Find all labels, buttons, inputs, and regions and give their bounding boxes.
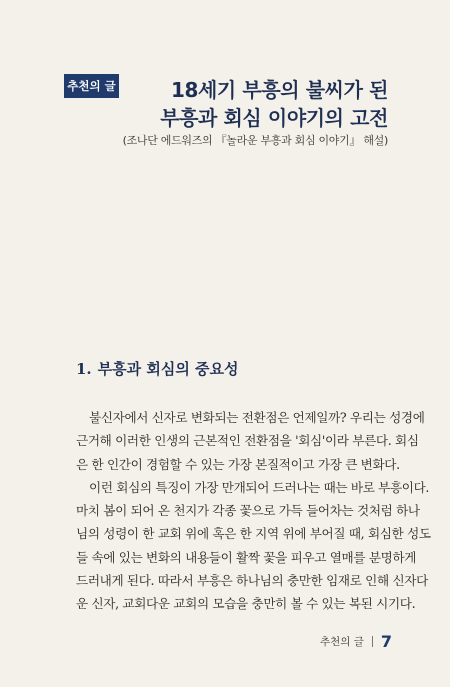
- category-badge: 추천의 글: [64, 74, 119, 98]
- body-line: 운 신자, 교회다운 교회의 모습을 충만히 볼 수 있는 복된 시기다.: [76, 596, 416, 612]
- section-heading: [76, 358, 239, 379]
- body-line: 마치 봄이 되어 온 천지가 각종 꽃으로 가득 들어차는 것처럼 하나: [76, 503, 420, 519]
- body-line: 님의 성령이 한 교회 위에 혹은 한 지역 위에 부어질 때, 회심한 성도: [76, 526, 431, 542]
- body-line: 불신자에서 신자로 변화되는 전환점은 언제일까? 우리는 성경에: [89, 410, 425, 425]
- body-paragraphs: [76, 406, 431, 616]
- page-number: 7: [380, 632, 392, 651]
- section-title: 부흥과 회심의 중요성: [97, 360, 239, 378]
- section-number: 1.: [76, 360, 92, 378]
- page-subtitle: (조나단 에드워즈의 『놀라운 부흥과 회심 이야기』 해설): [122, 134, 388, 147]
- body-line: 이런 회심의 특징이 가장 만개되어 드러나는 때는 바로 부흥이다.: [89, 479, 430, 495]
- footer-divider: [372, 636, 373, 647]
- page-footer: [320, 632, 392, 651]
- body-line: 근거해 이러한 인생의 근본적인 전환점을 '회심'이라 부른다. 회심: [76, 433, 419, 449]
- body-line: 은 한 인간이 경험할 수 있는 가장 본질적이고 가장 큰 변화다.: [76, 456, 400, 472]
- page-title-line-2: 부흥과 회심 이야기의 고전: [160, 106, 388, 130]
- footer-label: 추천의 글: [319, 636, 364, 648]
- body-line: 들 속에 있는 변화의 내용들이 활짝 꽃을 피우고 열매를 분명하게: [76, 549, 417, 565]
- page-title-line-1: 18세기 부흥의 불씨가 된: [170, 78, 388, 102]
- body-line: 드러내게 된다. 따라서 부흥은 하나님의 충만한 임재로 인해 신자다: [76, 573, 428, 589]
